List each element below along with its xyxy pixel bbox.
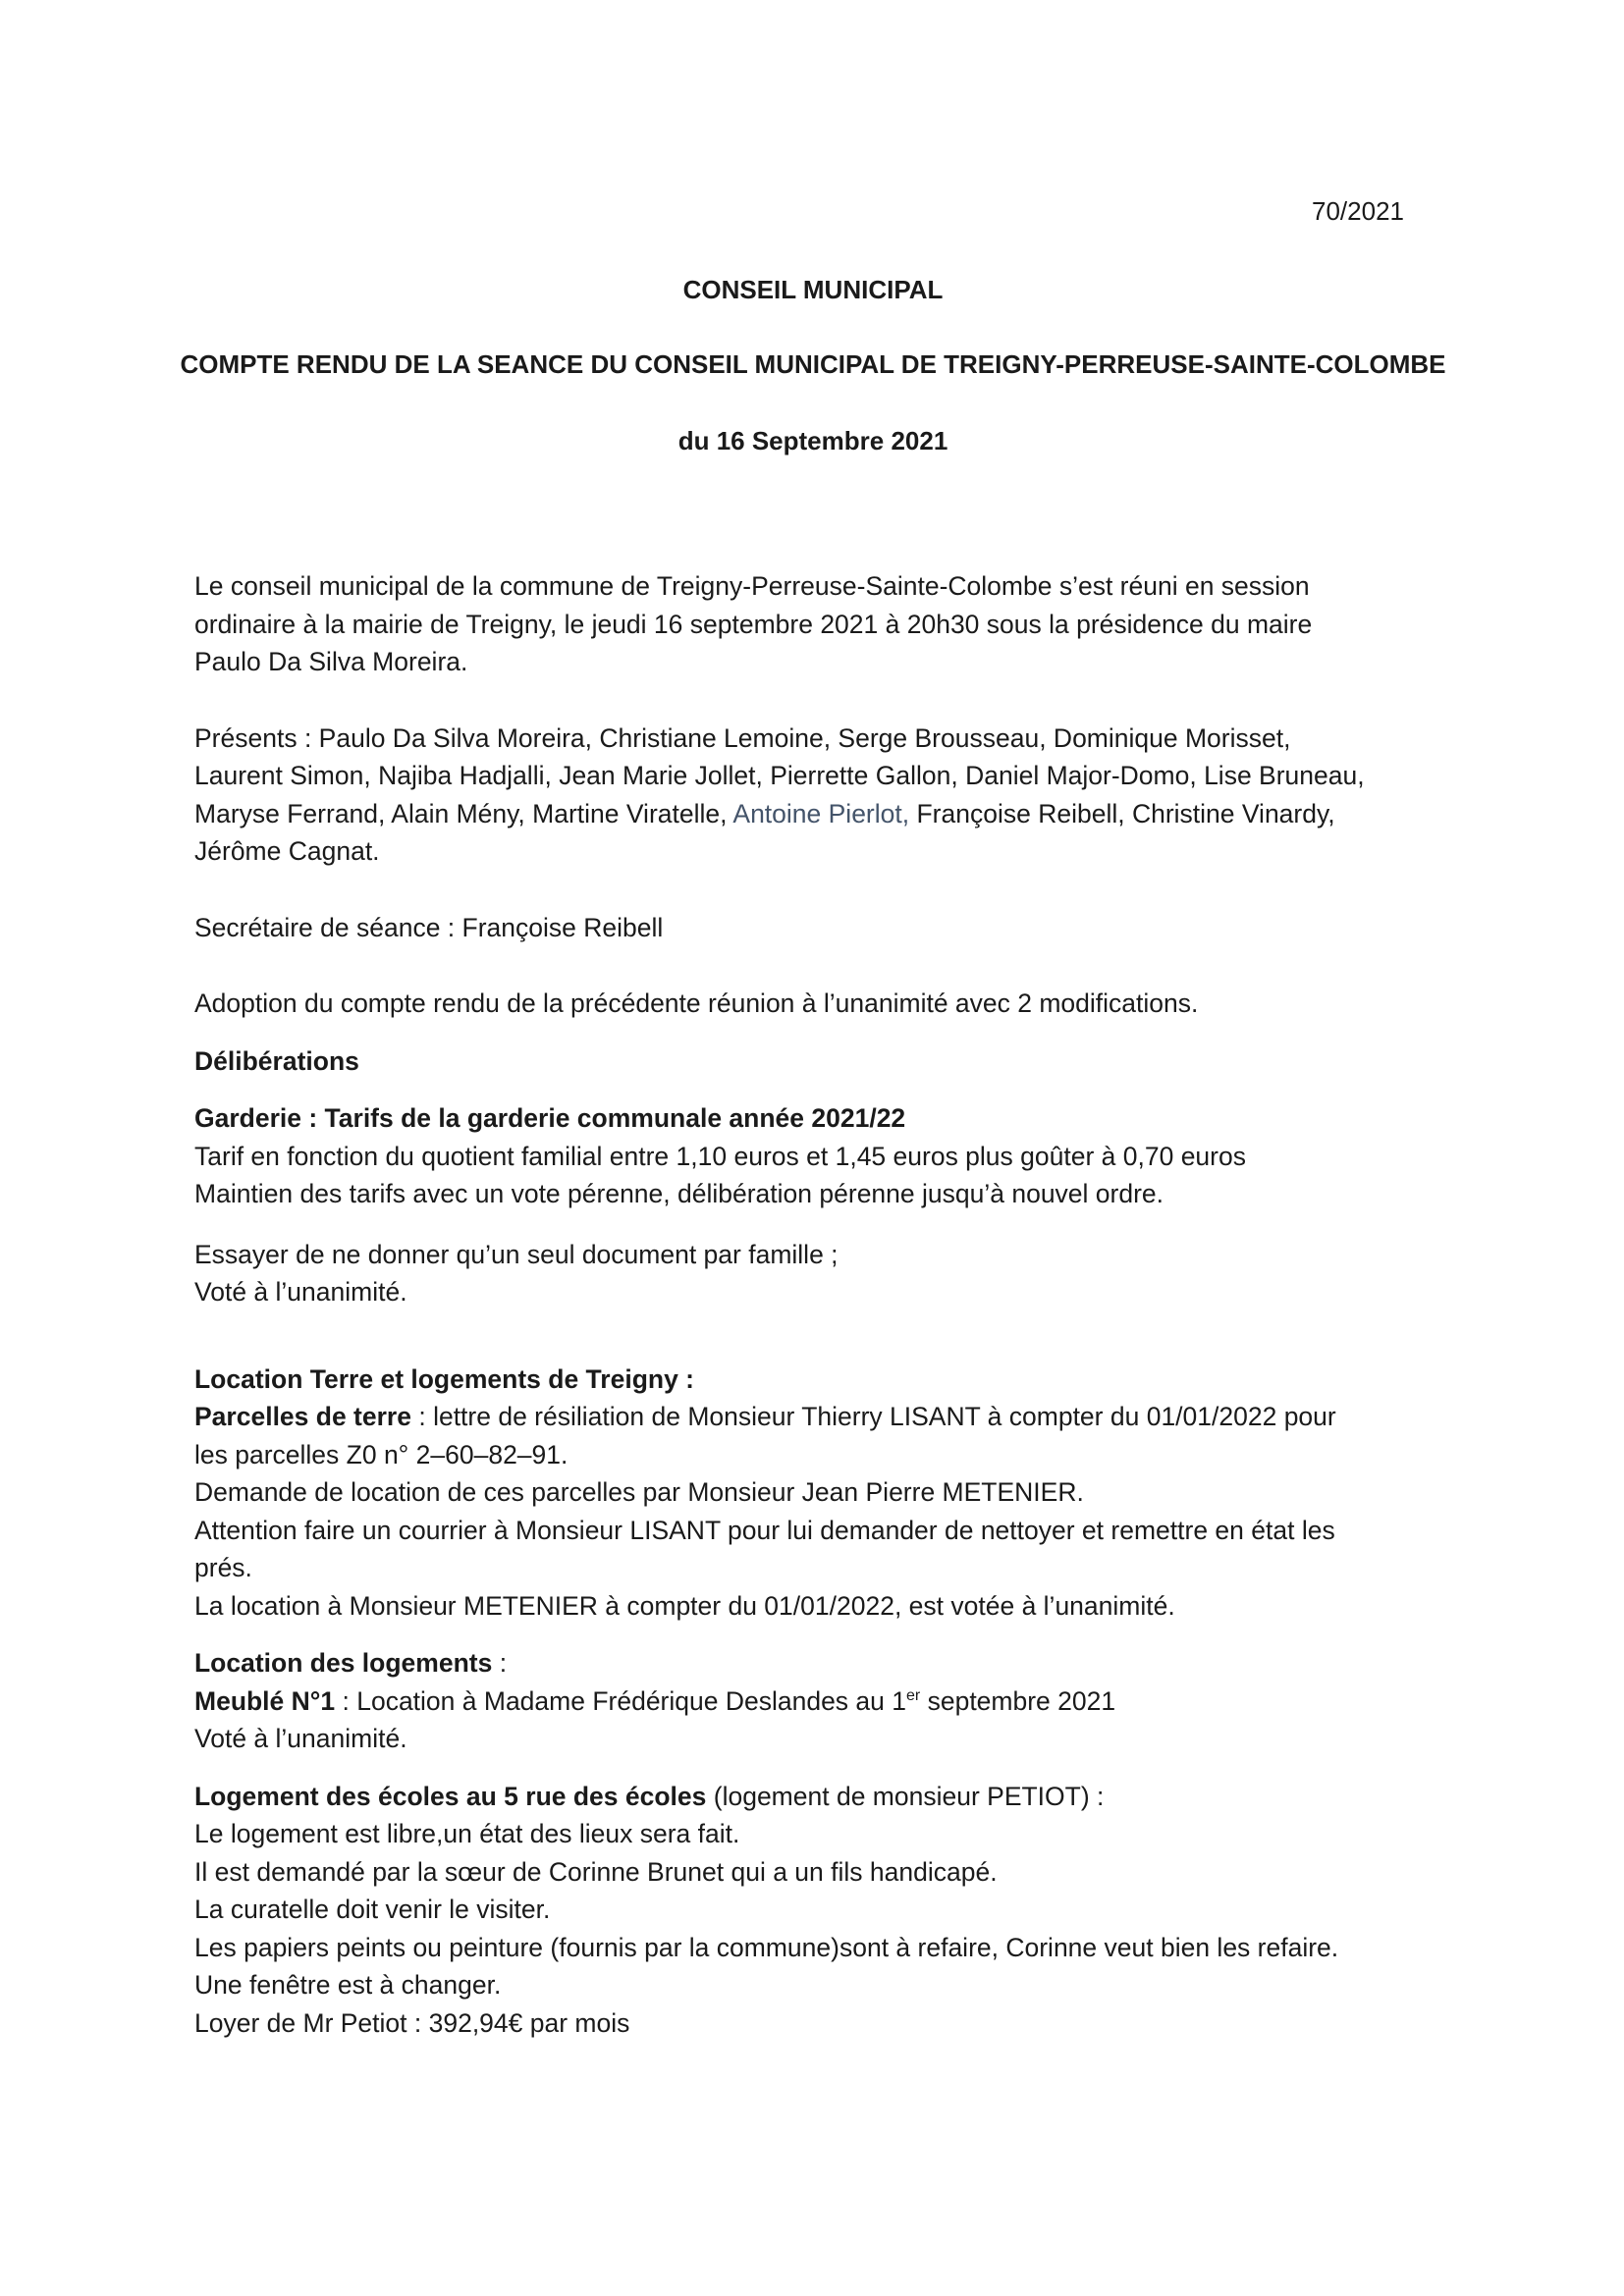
attendees-paragraph	[194, 720, 1481, 871]
deliberations-heading: Délibérations	[194, 1045, 359, 1076]
parcelles-text: : lettre de résiliation de Monsieur Thierry LISANT à compter du 01/01/2022 pour	[410, 1402, 1336, 1431]
housing-rental-heading-suffix: :	[492, 1648, 508, 1678]
session-secretary: Secrétaire de séance : Françoise Reibell	[194, 912, 664, 942]
school-housing-line: Le logement est libre,un état des lieux sera fait.	[194, 1819, 740, 1848]
garderie-line: Maintien des tarifs avec un vote pérenne, délibération pérenne jusqu’à nouvel ordre.	[194, 1179, 1164, 1208]
housing-rental-heading-line	[194, 1644, 1481, 1682]
minutes-adoption: Adoption du compte rendu de la précédente réunion à l’unanimité avec 2 modifications.	[194, 988, 1199, 1018]
school-housing-line: La curatelle doit venir le visiter.	[194, 1895, 551, 1924]
land-rental-line: Attention faire un courrier à Monsieur LISANT pour lui demander de nettoyer et remettre en état les	[194, 1515, 1335, 1545]
land-rental-line: les parcelles Z0 n° 2–60–82–91.	[194, 1439, 568, 1469]
attendees-line	[194, 795, 1481, 833]
school-housing-section	[194, 1778, 1481, 2043]
attendees-text-highlight: Antoine Pierlot,	[732, 798, 917, 828]
ordinal-superscript: er	[906, 1686, 921, 1704]
document-title: CONSEIL MUNICIPAL	[682, 275, 944, 304]
attendees-text: Maryse Ferrand, Alain Mény, Martine Viratelle,	[194, 798, 733, 828]
document-subtitle: COMPTE RENDU DE LA SEANCE DU CONSEIL MUNICIPAL DE TREIGNY-PERREUSE-SAINTE-COLOMBE	[180, 349, 1446, 379]
meuble-text: : Location à Madame Frédérique Deslandes au 1	[335, 1685, 906, 1716]
school-housing-line: Les papiers peints ou peinture (fournis par la commune)sont à refaire, Corinne veut bien les refaire.	[194, 1932, 1339, 1962]
attendees-line: Jérôme Cagnat.	[194, 836, 380, 866]
land-rental-heading: Location Terre et logements de Treigny :	[194, 1363, 694, 1394]
land-rental-vote: La location à Monsieur METENIER à compter du 01/01/2022, est votée à l’unanimité.	[194, 1590, 1175, 1621]
attendees-line: Présents : Paulo Da Silva Moreira, Christiane Lemoine, Serge Brousseau, Dominique Morisset,	[194, 722, 1291, 753]
attendees-text: Françoise Reibell, Christine Vinardy,	[916, 798, 1335, 828]
session-date: du 16 Septembre 2021	[677, 426, 948, 455]
school-housing-line: Il est demandé par la sœur de Corinne Brunet qui a un fils handicapé.	[194, 1856, 998, 1887]
housing-rental-heading: Location des logements	[194, 1648, 493, 1678]
land-rental-line: Demande de location de ces parcelles par Monsieur Jean Pierre METENIER.	[194, 1477, 1084, 1507]
document-reference: 70/2021	[1312, 196, 1404, 226]
garderie-line: Tarif en fonction du quotient familial entre 1,10 euros et 1,45 euros plus goûter à 0,70 euros	[194, 1141, 1246, 1171]
school-housing-heading: Logement des écoles au 5 rue des écoles	[194, 1781, 707, 1811]
intro-paragraph	[194, 567, 1481, 681]
meuble-line	[194, 1682, 1481, 1721]
housing-rental-section	[194, 1644, 1481, 1758]
school-housing-heading-suffix: (logement de monsieur PETIOT) :	[706, 1781, 1105, 1811]
intro-line: Paulo Da Silva Moreira.	[194, 647, 468, 676]
meuble-text-end: septembre 2021	[920, 1685, 1116, 1716]
garderie-heading: Garderie : Tarifs de la garderie communale année 2021/22	[194, 1103, 906, 1133]
school-housing-rent: Loyer de Mr Petiot : 392,94€ par mois	[194, 2007, 630, 2038]
land-rental-section	[194, 1361, 1481, 1626]
minutes-body	[194, 567, 1481, 2042]
garderie-section	[194, 1099, 1481, 1311]
land-rental-line: prés.	[194, 1553, 252, 1582]
intro-line: Le conseil municipal de la commune de Treigny-Perreuse-Sainte-Colombe s’est réuni en session	[194, 571, 1310, 601]
school-housing-line: Une fenêtre est à changer.	[194, 1970, 502, 2000]
school-housing-heading-line	[194, 1778, 1481, 1816]
intro-line: ordinaire à la mairie de Treigny, le jeudi 16 septembre 2021 à 20h30 sous la présidence du maire	[194, 609, 1313, 639]
parcelles-label: Parcelles de terre	[194, 1402, 411, 1431]
garderie-line: Essayer de ne donner qu’un seul document par famille ;	[194, 1239, 839, 1269]
meuble-vote: Voté à l’unanimité.	[194, 1724, 407, 1753]
garderie-vote: Voté à l’unanimité.	[194, 1277, 407, 1307]
meuble-label: Meublé N°1	[194, 1685, 336, 1716]
attendees-line: Laurent Simon, Najiba Hadjalli, Jean Marie Jollet, Pierrette Gallon, Daniel Major-Domo, Lise Bruneau,	[194, 761, 1365, 790]
land-rental-line	[194, 1398, 1481, 1436]
